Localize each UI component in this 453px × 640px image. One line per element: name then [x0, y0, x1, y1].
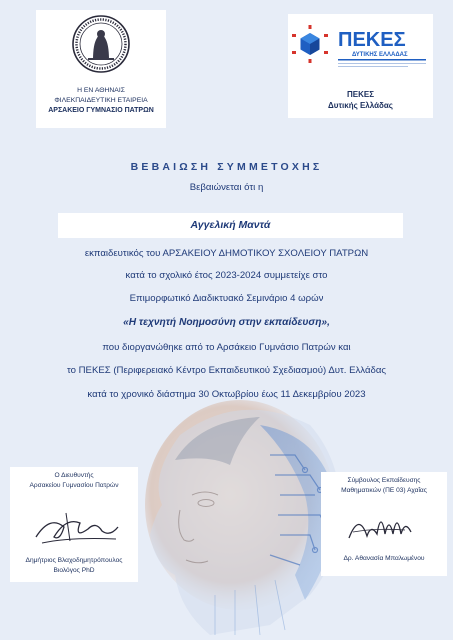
- arsakeio-header: [36, 10, 166, 128]
- line-partner: το ΠΕΚΕΣ (Περιφερειακό Κέντρο Εκπαιδευτικού Σχεδιασμού) Δυτ. Ελλάδας: [66, 365, 387, 376]
- pekes-logo-text: ΠΕΚΕΣ: [338, 29, 406, 51]
- director-signature-icon: [30, 507, 122, 549]
- advisor-name: Δρ. Αθανασία Μπαλωμένου: [343, 555, 425, 562]
- pekes-name-line-2: Δυτικής Ελλάδας: [328, 101, 393, 110]
- advisor-signature-icon: [345, 506, 425, 544]
- header-line-3: ΑΡΣΑΚΕΙΟ ΓΥΜΝΑΣΙΟ ΠΑΤΡΩΝ: [48, 107, 154, 114]
- director-title-line-2: Αρσακείου Γυμνασίου Πατρών: [29, 482, 119, 489]
- line-seminar-type: Επιμορφωτικό Διαδικτυακό Σεμινάριο 4 ωρών: [129, 293, 324, 304]
- certificate-heading: ΒΕΒΑΙΩΣΗ ΣΥΜΜΕΤΟΧΗΣ: [130, 161, 323, 173]
- arsakeio-seal-icon: [71, 14, 131, 74]
- advisor-title-line-2: Μαθηματικών (ΠΕ 03) Αχαΐας: [341, 487, 427, 494]
- signature-block-advisor: [321, 472, 447, 576]
- pekes-name-line-1: ΠΕΚΕΣ: [346, 90, 375, 99]
- pekes-header: [288, 14, 433, 118]
- pekes-logo-icon: [290, 16, 430, 74]
- recipient-name: Αγγελική Μαντά: [190, 219, 271, 231]
- recipient-box: [58, 213, 403, 238]
- line-year: κατά το σχολικό έτος 2023-2024 συμμετείχε στο: [125, 270, 328, 281]
- director-name: Δημήτριος Βλαχοδημητρόπουλος: [25, 557, 123, 564]
- certificate-intro: Βεβαιώνεται ότι η: [189, 182, 264, 193]
- signature-block-director: [10, 467, 138, 582]
- director-title-line-1: Ο Διευθυντής: [54, 472, 94, 479]
- header-line-2: ΦΙΛΕΚΠΑΙΔΕΥΤΙΚΗ ΕΤΑΙΡΕΙΑ: [54, 97, 148, 104]
- seminar-title: «Η τεχνητή Νοημοσύνη στην εκπαίδευση»,: [123, 317, 330, 328]
- director-degree: Βιολόγος PhD: [53, 567, 95, 574]
- header-line-1: Η ΕΝ ΑΘΗΝΑΙΣ: [77, 87, 125, 94]
- line-role: εκπαιδευτικός του ΑΡΣΑΚΕΙΟΥ ΔΗΜΟΤΙΚΟΥ ΣΧΟΛΕΙΟΥ ΠΑΤΡΩΝ: [84, 248, 369, 259]
- advisor-title-line-1: Σύμβουλος Εκπαίδευσης: [347, 477, 421, 484]
- pekes-logo-subtitle: ΔΥΤΙΚΗΣ ΕΛΛΑΔΑΣ: [352, 52, 408, 58]
- line-dates: κατά το χρονικό διάστημα 30 Οκτωβρίου έως 11 Δεκεμβρίου 2023: [87, 389, 366, 400]
- line-organizer: που διοργανώθηκε από το Αρσάκειο Γυμνάσιο Πατρών και: [102, 342, 351, 353]
